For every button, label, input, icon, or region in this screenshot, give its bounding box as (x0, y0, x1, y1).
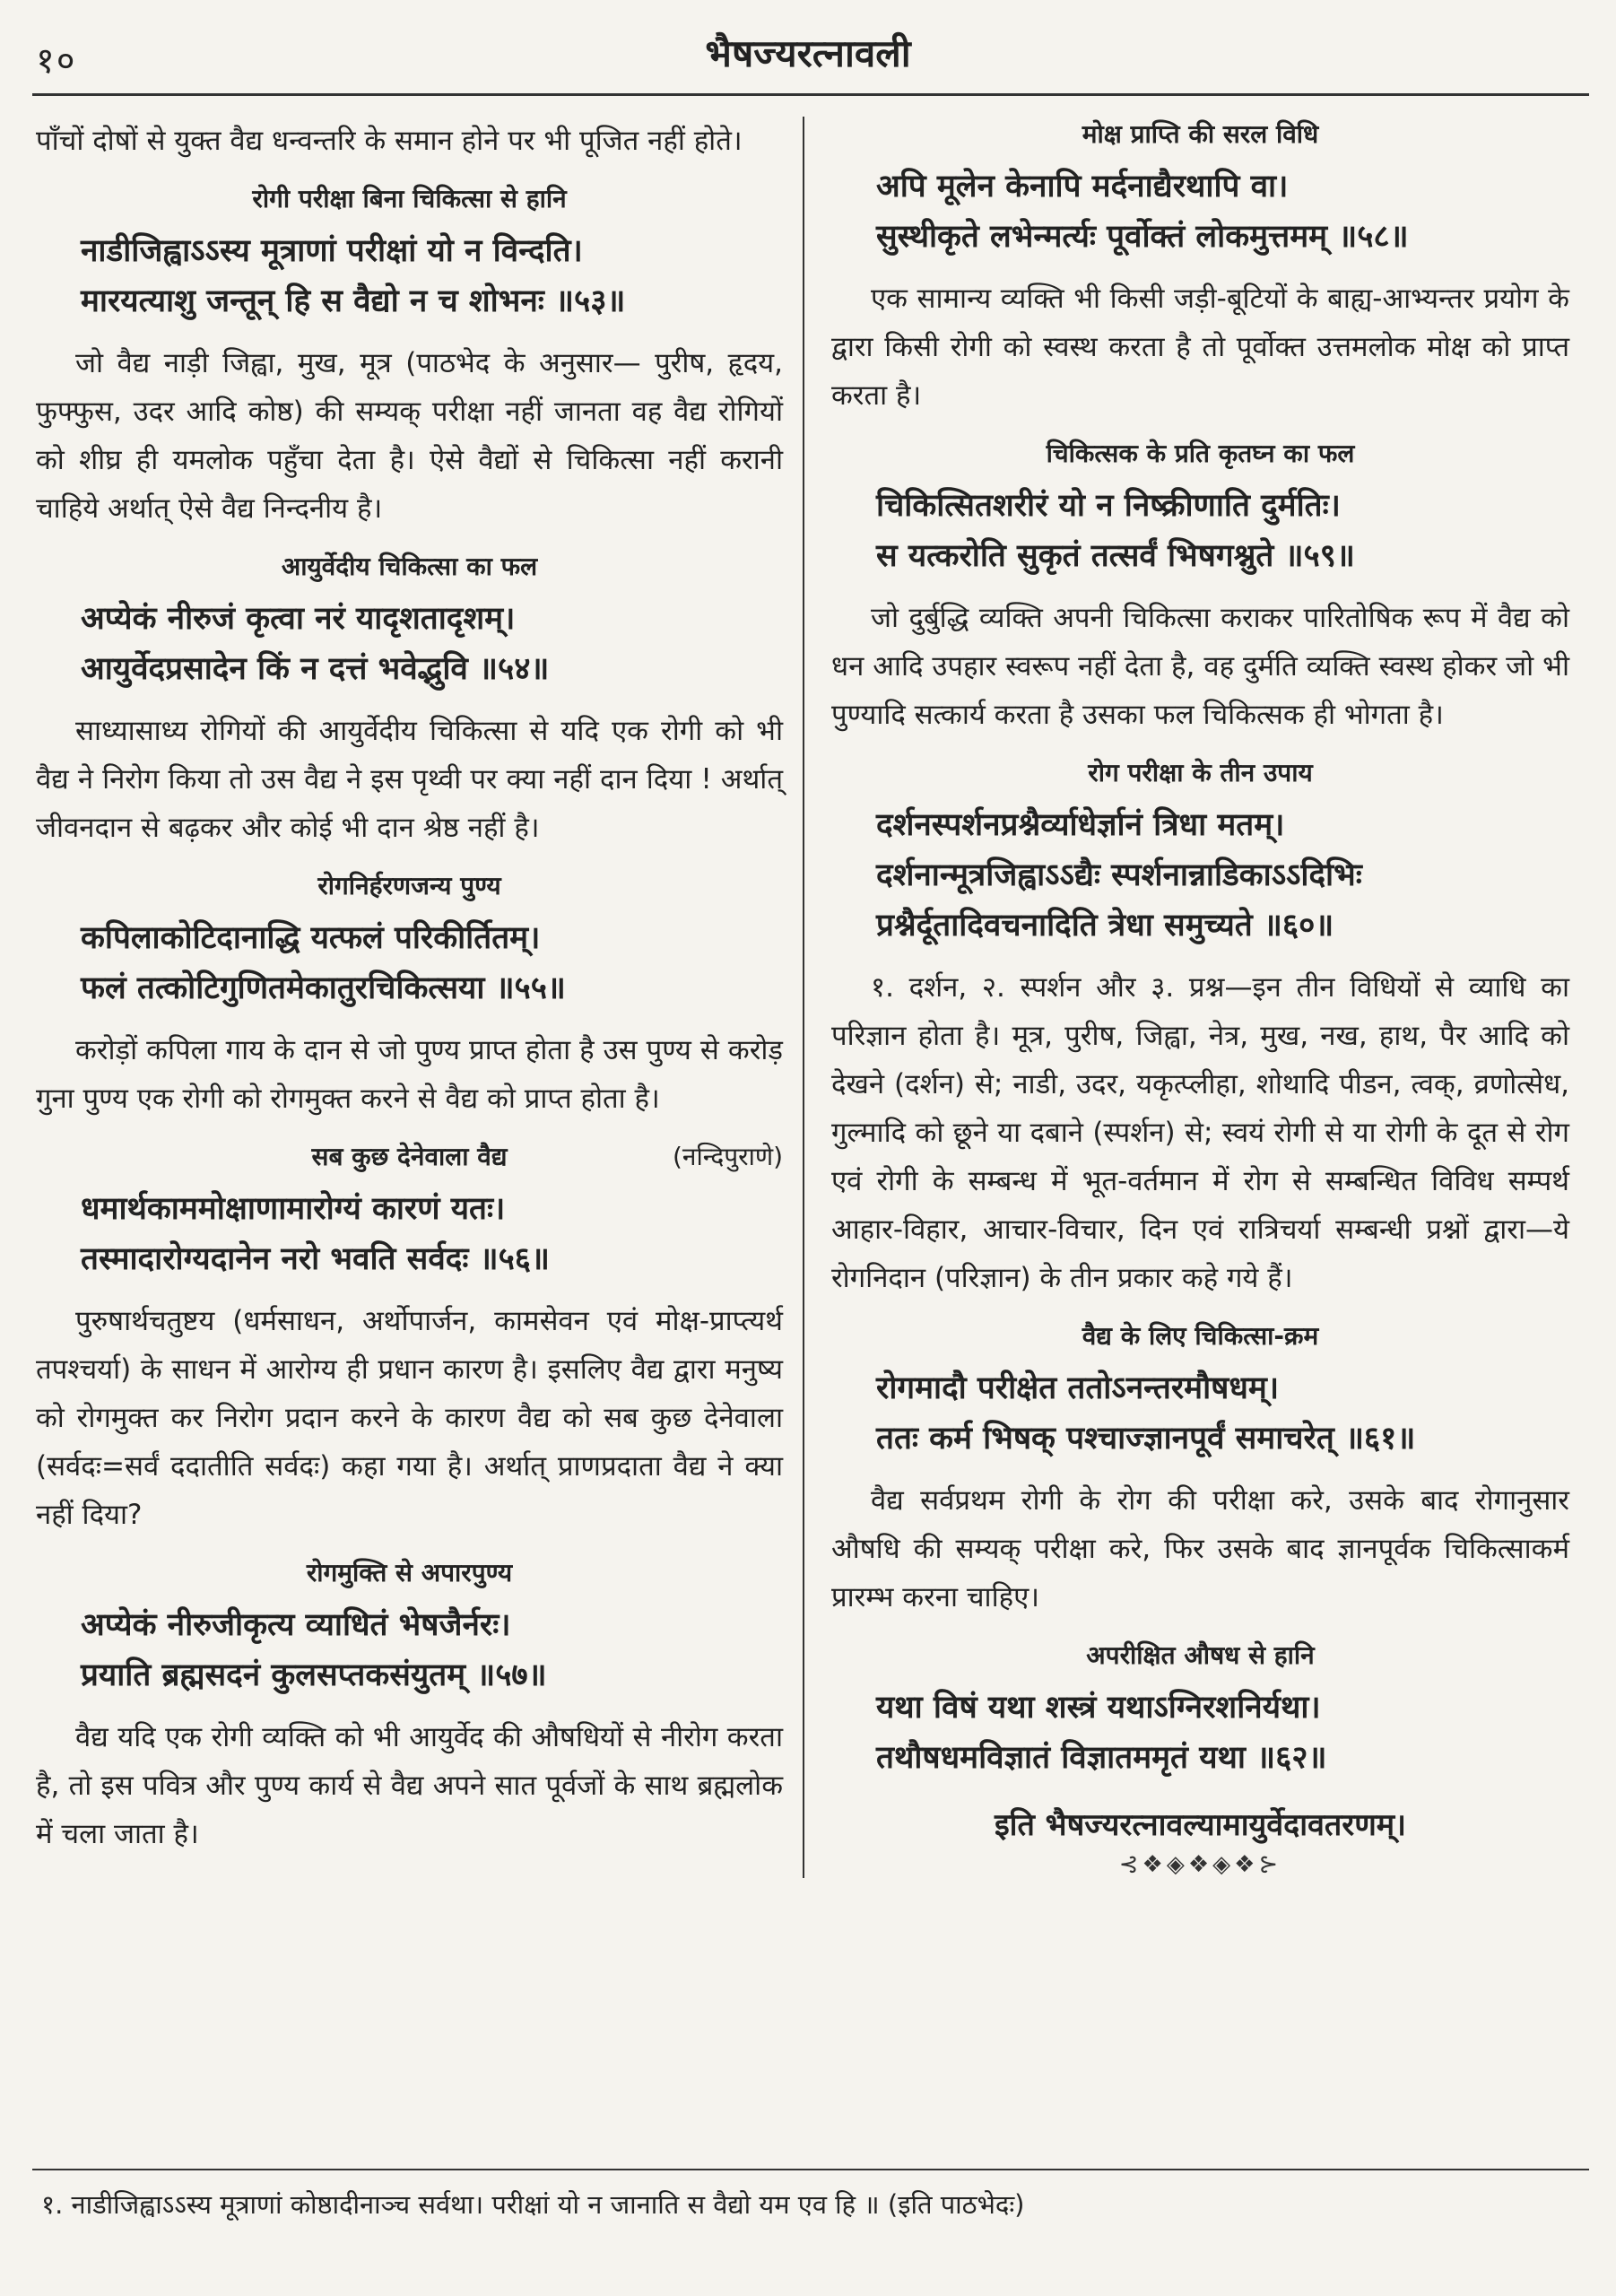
verse-57 (81, 1600, 783, 1700)
verse-line: अपि मूलेन केनापि मर्दनाद्यैरथापि वा। (876, 169, 1289, 204)
section-heading: रोगमुक्ति से अपारपुण्य (306, 1558, 513, 1587)
heading-text: सब कुछ देनेवाला वैद्य (311, 1142, 508, 1171)
verse-line: चिकित्सितशरीरं यो न निष्क्रीणाति दुर्मतिः। (876, 488, 1341, 524)
verse-55 (81, 913, 783, 1013)
verse-line: कपिलाकोटिदानाद्धि यत्फलं परिकीर्तितम्। (81, 920, 541, 956)
page-number: १० (36, 40, 77, 82)
left-column (36, 117, 803, 1878)
section-heading: अपरीक्षित औषध से हानि (1086, 1640, 1315, 1670)
verse-line: आयुर्वेदप्रसादेन किं न दत्तं भवेद्भुवि ॥५४॥ (81, 651, 550, 687)
section-heading: रोगनिर्हरणजन्य पुण्य (317, 871, 501, 900)
verse-56 (81, 1184, 783, 1284)
verse-60 (876, 800, 1569, 951)
verse-line: फलं तत्कोटिगुणितमेकातुरचिकित्सया ॥५५॥ (81, 970, 566, 1006)
verse-58 (876, 161, 1569, 262)
paragraph: वैद्य यदि एक रोगी व्यक्ति को भी आयुर्वेद की औषधियों से नीरोग करता है, तो इस पवित्र और पुण्य कार्य से वैद्य अपने सात पूर्वजों के साथ ब्रह्मलोक में चला जाता है। (36, 1721, 783, 1850)
verse-line: प्रयाति ब्रह्मसदनं कुलसप्तकसंयुतम् ॥५७॥ (81, 1657, 547, 1693)
verse-61 (876, 1363, 1569, 1464)
section-heading: रोग परीक्षा के तीन उपाय (1088, 758, 1313, 787)
paragraph: १. दर्शन, २. स्पर्शन और ३. प्रश्न—इन तीन विधियों से व्याधि का परिज्ञान होता है। मूत्र, पुरीष, जिह्वा, नेत्र, मुख, नख, हाथ, पैर आदि को देखने (दर्शन) से; नाडी, उदर, यकृत्प्लीहा, शोथादि पीडन, त्वक्, व्रणोत्सेध, गुल्मादि को छूने या दबाने (स्पर्शन) से; स्वयं रोगी से या रोगी के दूत से रोग एवं रोगी के सम्बन्ध में भूत-वर्तमान में रोग से सम्बन्धित विविध सम्पर्थ आहार-विहार, आचार-विचार, दिन एवं रात्रिचर्या सम्बन्धी प्रश्नों द्वारा—ये रोगनिदान (परिज्ञान) के तीन प्रकार कहे गये हैं। (831, 971, 1569, 1294)
verse-line: सुस्थीकृते लभेन्मर्त्यः पूर्वोक्तं लोकमुत्तमम् ॥५८॥ (876, 219, 1409, 255)
verse-line: प्रश्नैर्दूतादिवचनादिति त्रेधा समुच्यते ॥६०॥ (876, 908, 1334, 944)
right-column (803, 117, 1569, 1878)
verse-line: स यत्करोति सुकृतं तत्सर्वं भिषगश्नुते ॥५९॥ (876, 538, 1355, 574)
verse-line: मारयत्याशु जन्तून् हि स वैद्यो न च शोभनः ॥५३॥ (81, 283, 626, 319)
verse-53 (81, 226, 783, 326)
paragraph: करोड़ों कपिला गाय के दान से जो पुण्य प्राप्त होता है उस पुण्य से करोड़ गुना पुण्य एक रोगी को रोगमुक्त करने से वैद्य को प्राप्त होता है। (36, 1034, 783, 1115)
verse-line: तस्मादारोग्यदानेन नरो भवति सर्वदः ॥५६॥ (81, 1241, 550, 1277)
section-heading: मोक्ष प्राप्ति की सरल विधि (1082, 119, 1319, 149)
section-heading: आयुर्वेदीय चिकित्सा का फल (281, 552, 538, 581)
verse-line: तथौषधमविज्ञातं विज्ञातममृतं यथा ॥६२॥ (876, 1740, 1327, 1776)
verse-line: अप्येकं नीरुजीकृत्य व्याधितं भेषजैर्नरः। (81, 1607, 511, 1643)
paragraph: एक सामान्य व्यक्ति भी किसी जड़ी-बूटियों के बाह्य-आभ्यन्तर प्रयोग के द्वारा किसी रोगी को स्वस्थ करता है तो पूर्वोक्त उत्तमलोक मोक्ष को प्राप्त करता है। (831, 283, 1569, 412)
footnote: १. नाडीजिह्वाऽऽस्य मूत्राणां कोष्ठादीनाञ्च सर्वथा। परीक्षां यो न जानाति स वैद्यो यम एव हि ॥ (इति पाठभेदः) (41, 2189, 1025, 2220)
running-head-title: भैषज्यरत्नावली (705, 31, 911, 75)
verse-62 (876, 1683, 1569, 1783)
verse-line: नाडीजिह्वाऽऽस्य मूत्राणां परीक्षां यो न विन्दति। (81, 233, 583, 269)
paragraph: जो वैद्य नाड़ी जिह्वा, मुख, मूत्र (पाठभेद के अनुसार— पुरीष, हृदय, फुफ्फुस, उदर आदि कोष्ठ) की सम्यक् परीक्षा नहीं जानता वह वैद्य रोगियों को शीघ्र ही यमलोक पहुँचा देता है। ऐसे वैद्यों से चिकित्सा नहीं करानी चाहिये अर्थात् ऐसे वैद्य निन्दनीय है। (36, 347, 783, 525)
ornament-divider-icon: ⊰❖◈❖◈❖⊱ (1118, 1851, 1282, 1878)
section-heading (36, 1139, 783, 1173)
header-rule (32, 93, 1589, 96)
section-heading: चिकित्सक के प्रति कृतघ्न का फल (1046, 439, 1355, 468)
verse-59 (876, 481, 1569, 581)
verse-line: अप्येकं नीरुजं कृत्वा नरं यादृशतादृशम्। (81, 601, 516, 637)
verse-line: रोगमादौ परीक्षेत ततोऽनन्तरमौषधम्। (876, 1370, 1280, 1406)
chapter-colophon: इति भैषज्यरत्नावल्यामायुर्वेदावतरणम्। (994, 1807, 1407, 1843)
section-heading: रोगी परीक्षा बिना चिकित्सा से हानि (252, 184, 567, 213)
source-reference: (नन्दिपुराणे) (672, 1142, 783, 1171)
paragraph: पाँचों दोषों से युक्त वैद्य धन्वन्तरि के समान होने पर भी पूजित नहीं होते। (36, 125, 743, 157)
footnote-rule (32, 2169, 1589, 2170)
verse-line: दर्शनान्मूत्रजिह्वाऽऽद्यैः स्पर्शनान्नाडिकाऽऽदिभिः (876, 857, 1362, 893)
verse-54 (81, 594, 783, 694)
paragraph: साध्यासाध्य रोगियों की आयुर्वेदीय चिकित्सा से यदि एक रोगी को भी वैद्य ने निरोग किया तो उस वैद्य ने इस पृथ्वी पर क्या नहीं दान दिया ! अर्थात् जीवनदान से बढ़कर और कोई भी दान श्रेष्ठ नहीं है। (36, 715, 783, 844)
paragraph: जो दुर्बुद्धि व्यक्ति अपनी चिकित्सा कराकर पारितोषिक रूप में वैद्य को धन आदि उपहार स्वरूप नहीं देता है, वह दुर्मति व्यक्ति स्वस्थ होकर जो भी पुण्यादि सत्कार्य करता है उसका फल चिकित्सक ही भोगता है। (831, 602, 1569, 731)
section-heading: वैद्य के लिए चिकित्सा-क्रम (1082, 1321, 1319, 1351)
verse-line: ततः कर्म भिषक् पश्चाज्ज्ञानपूर्वं समाचरेत् ॥६१॥ (876, 1421, 1416, 1457)
verse-line: दर्शनस्पर्शनप्रश्नैर्व्याधेर्ज्ञानं त्रिधा मतम्। (876, 807, 1285, 843)
verse-line: धमार्थकाममोक्षाणामारोग्यं कारणं यतः। (81, 1191, 506, 1227)
verse-line: यथा विषं यथा शस्त्रं यथाऽग्निरशनिर्यथा। (876, 1690, 1321, 1726)
two-column-body (36, 117, 1587, 1878)
paragraph: वैद्य सर्वप्रथम रोगी के रोग की परीक्षा करे, उसके बाद रोगानुसार औषधि की सम्यक् परीक्षा करे, फिर उसके बाद ज्ञानपूर्वक चिकित्साकर्म प्रारम्भ करना चाहिए। (831, 1484, 1569, 1613)
paragraph: पुरुषार्थचतुष्टय (धर्मसाधन, अर्थोपार्जन, कामसेवन एवं मोक्ष-प्राप्त्यर्थ तपश्चर्या) के साधन में आरोग्य ही प्रधान कारण है। इसलिए वैद्य द्वारा मनुष्य को रोगमुक्त कर निरोग प्रदान करने के कारण वैद्य को सब कुछ देनेवाला (सर्वदः=सर्वं ददातीति सर्वदः) कहा गया है। अर्थात् प्राणप्रदाता वैद्य ने क्या नहीं दिया? (36, 1305, 783, 1531)
